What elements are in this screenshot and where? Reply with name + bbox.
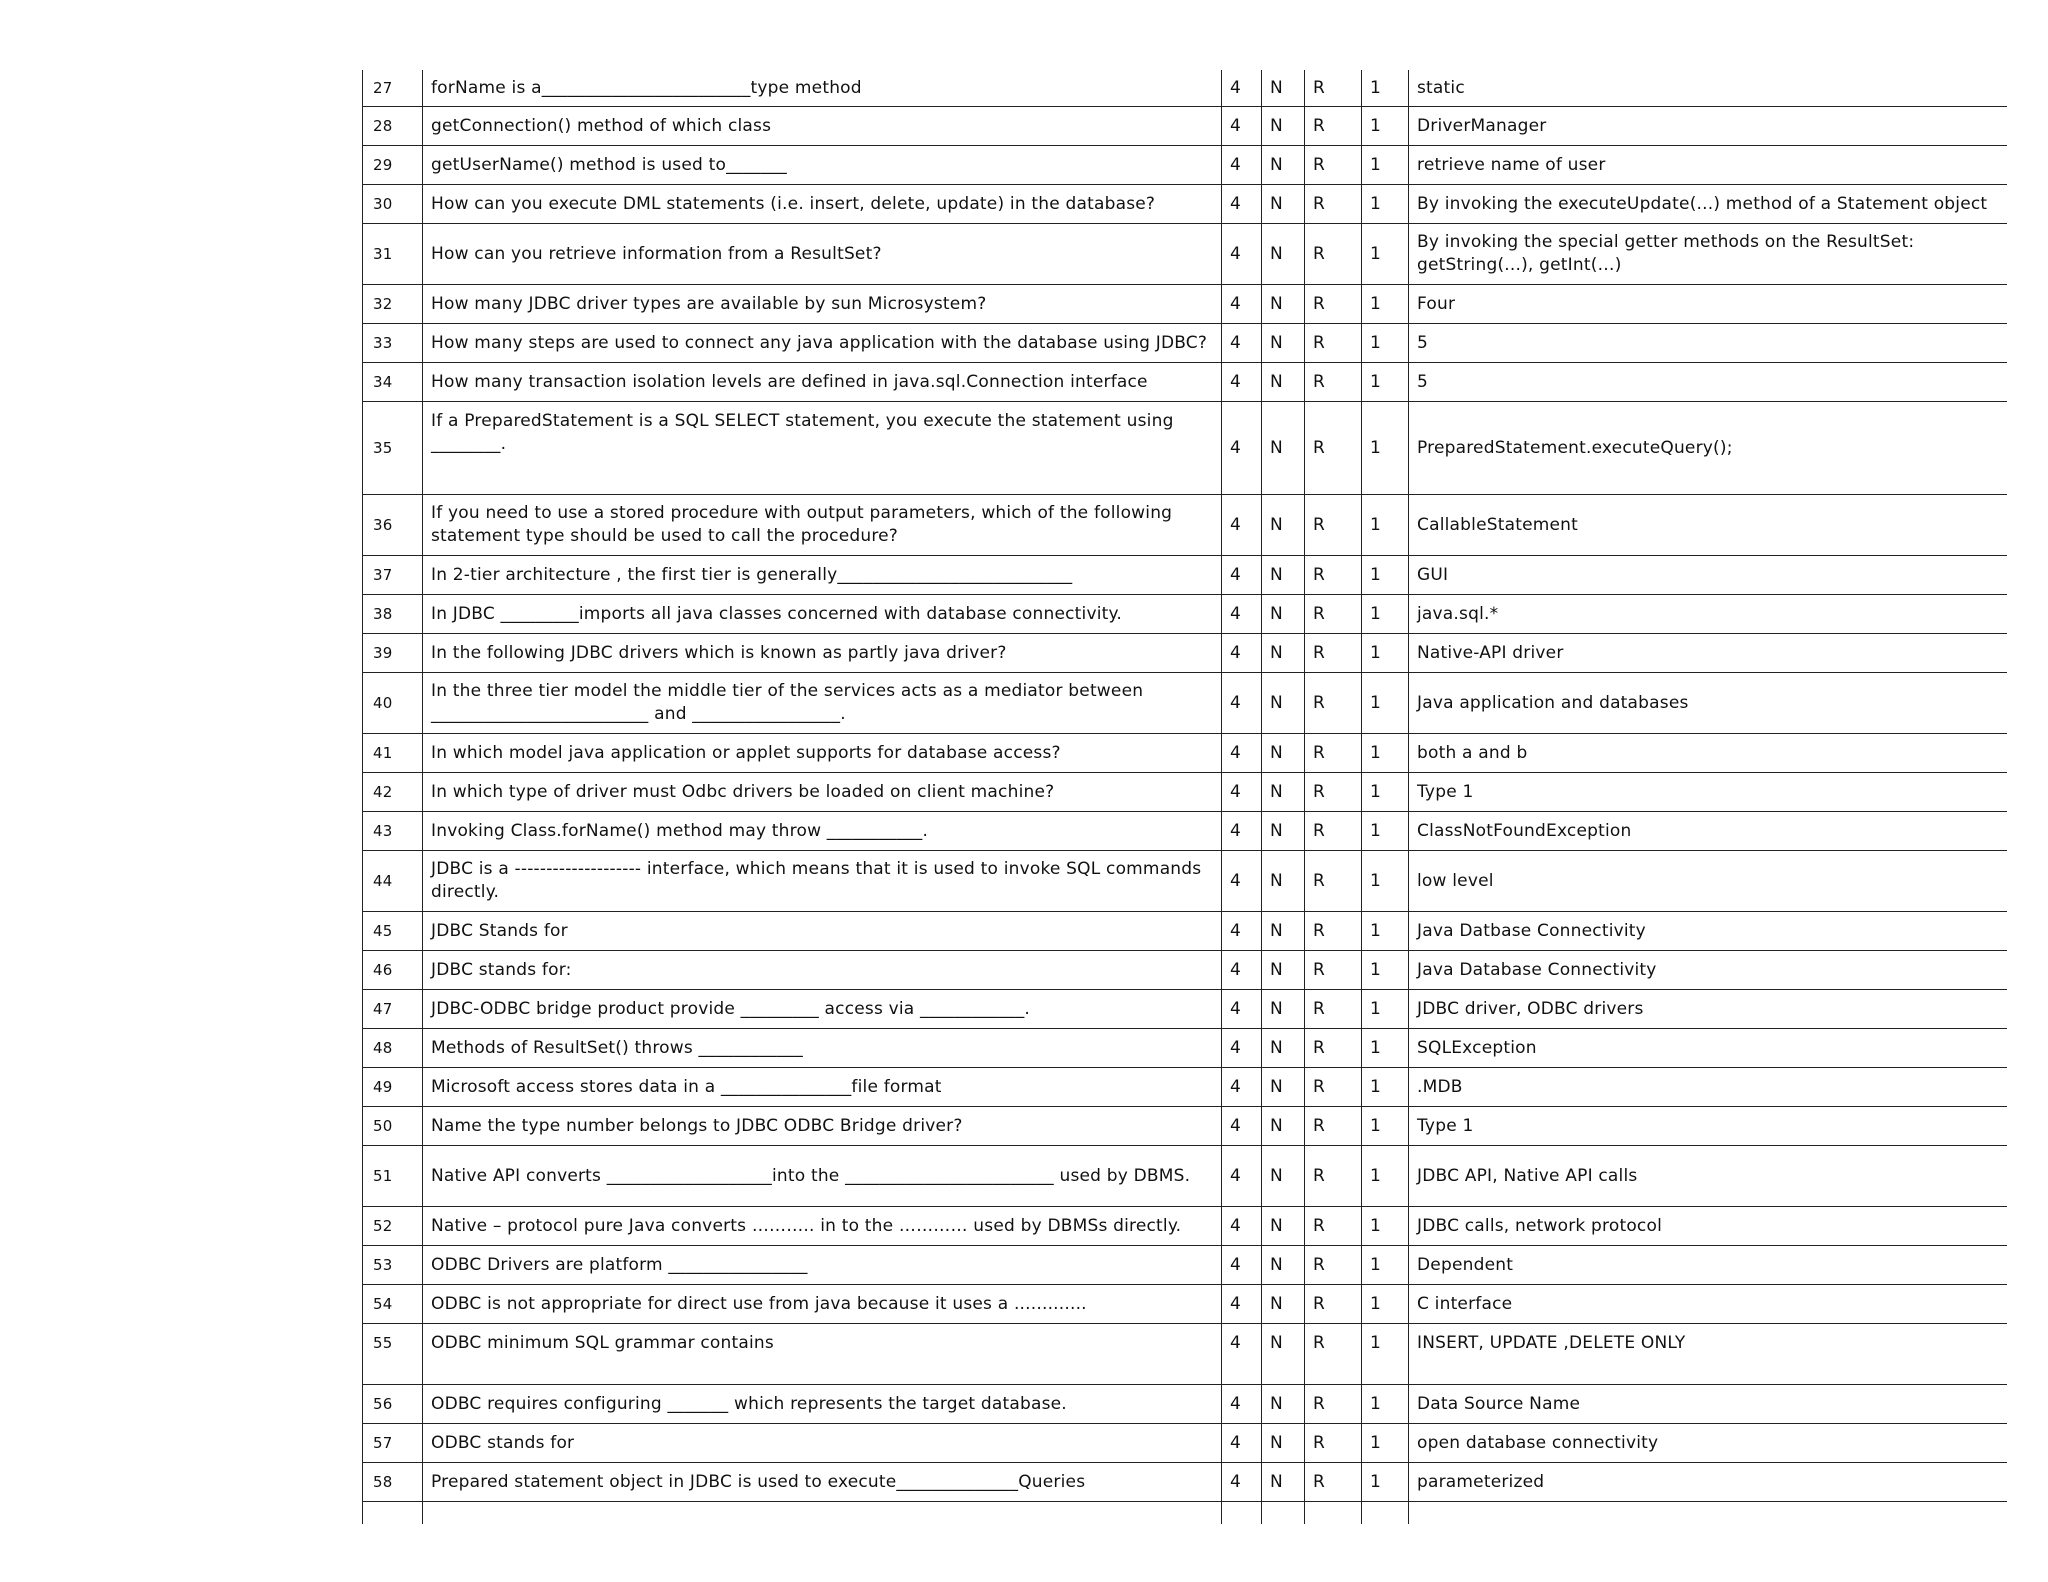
answer-text: JDBC driver, ODBC drivers — [1409, 990, 2007, 1029]
type-cell: R — [1305, 185, 1362, 224]
question-sheet — [362, 70, 2006, 1524]
empty-cell — [1262, 1502, 1305, 1525]
unit-cell: 4 — [1222, 1246, 1262, 1285]
answer-text: Java Database Connectivity — [1409, 951, 2007, 990]
question-number: 36 — [363, 495, 423, 556]
unit-cell: 4 — [1222, 146, 1262, 185]
marks-cell: 1 — [1362, 773, 1409, 812]
table-row — [363, 146, 2007, 185]
unit-cell: 4 — [1222, 185, 1262, 224]
question-number: 33 — [363, 324, 423, 363]
answer-text: static — [1409, 70, 2007, 107]
answer-text: GUI — [1409, 556, 2007, 595]
table-row — [363, 1107, 2007, 1146]
question-text: Native API converts ___________________into the ________________________ used by DBMS. — [423, 1146, 1222, 1207]
unit-cell: 4 — [1222, 70, 1262, 107]
question-text: getUserName() method is used to_______ — [423, 146, 1222, 185]
marks-cell: 1 — [1362, 556, 1409, 595]
table-row — [363, 1146, 2007, 1207]
difficulty-cell: N — [1262, 1285, 1305, 1324]
marks-cell: 1 — [1362, 1385, 1409, 1424]
unit-cell: 4 — [1222, 107, 1262, 146]
marks-cell: 1 — [1362, 1068, 1409, 1107]
answer-text: INSERT, UPDATE ,DELETE ONLY — [1409, 1324, 2007, 1385]
unit-cell: 4 — [1222, 734, 1262, 773]
table-row — [363, 324, 2007, 363]
table-row — [363, 1324, 2007, 1385]
answer-text: Native-API driver — [1409, 634, 2007, 673]
question-text: In JDBC _________imports all java classes concerned with database connectivity. — [423, 595, 1222, 634]
type-cell: R — [1305, 402, 1362, 495]
unit-cell: 4 — [1222, 851, 1262, 912]
question-number: 41 — [363, 734, 423, 773]
unit-cell: 4 — [1222, 1324, 1262, 1385]
table-row — [363, 634, 2007, 673]
difficulty-cell: N — [1262, 812, 1305, 851]
unit-cell: 4 — [1222, 1285, 1262, 1324]
question-text: ODBC is not appropriate for direct use from java because it uses a ............. — [423, 1285, 1222, 1324]
unit-cell: 4 — [1222, 224, 1262, 285]
answer-text: C interface — [1409, 1285, 2007, 1324]
question-text: If a PreparedStatement is a SQL SELECT statement, you execute the statement using ________. — [423, 402, 1222, 495]
difficulty-cell: N — [1262, 734, 1305, 773]
question-number: 55 — [363, 1324, 423, 1385]
unit-cell: 4 — [1222, 363, 1262, 402]
question-text: JDBC-ODBC bridge product provide _________ access via ____________. — [423, 990, 1222, 1029]
marks-cell: 1 — [1362, 951, 1409, 990]
question-number: 37 — [363, 556, 423, 595]
type-cell: R — [1305, 285, 1362, 324]
difficulty-cell: N — [1262, 285, 1305, 324]
answer-text: both a and b — [1409, 734, 2007, 773]
marks-cell: 1 — [1362, 1246, 1409, 1285]
marks-cell: 1 — [1362, 1463, 1409, 1502]
question-number: 48 — [363, 1029, 423, 1068]
answer-text: Java application and databases — [1409, 673, 2007, 734]
marks-cell: 1 — [1362, 634, 1409, 673]
table-row — [363, 285, 2007, 324]
unit-cell: 4 — [1222, 673, 1262, 734]
marks-cell: 1 — [1362, 146, 1409, 185]
answer-text: 5 — [1409, 324, 2007, 363]
table-row — [363, 70, 2007, 107]
answer-text: Type 1 — [1409, 773, 2007, 812]
marks-cell: 1 — [1362, 1029, 1409, 1068]
answer-text: By invoking the executeUpdate(...) method of a Statement object — [1409, 185, 2007, 224]
question-text: ODBC requires configuring _______ which represents the target database. — [423, 1385, 1222, 1424]
question-text: JDBC stands for: — [423, 951, 1222, 990]
marks-cell: 1 — [1362, 595, 1409, 634]
question-text: Name the type number belongs to JDBC ODBC Bridge driver? — [423, 1107, 1222, 1146]
question-number: 29 — [363, 146, 423, 185]
answer-text: parameterized — [1409, 1463, 2007, 1502]
type-cell: R — [1305, 70, 1362, 107]
answer-text: low level — [1409, 851, 2007, 912]
empty-cell — [1305, 1502, 1362, 1525]
difficulty-cell: N — [1262, 1146, 1305, 1207]
marks-cell: 1 — [1362, 1285, 1409, 1324]
question-text: How can you execute DML statements (i.e. insert, delete, update) in the database? — [423, 185, 1222, 224]
type-cell: R — [1305, 1246, 1362, 1285]
question-number: 32 — [363, 285, 423, 324]
question-text: How can you retrieve information from a ResultSet? — [423, 224, 1222, 285]
question-number: 49 — [363, 1068, 423, 1107]
question-text: How many transaction isolation levels are defined in java.sql.Connection interface — [423, 363, 1222, 402]
question-number: 53 — [363, 1246, 423, 1285]
marks-cell: 1 — [1362, 1207, 1409, 1246]
table-row — [363, 1463, 2007, 1502]
table-row — [363, 912, 2007, 951]
question-text: In 2-tier architecture , the first tier is generally___________________________ — [423, 556, 1222, 595]
answer-text: .MDB — [1409, 1068, 2007, 1107]
difficulty-cell: N — [1262, 1424, 1305, 1463]
difficulty-cell: N — [1262, 673, 1305, 734]
unit-cell: 4 — [1222, 1424, 1262, 1463]
question-number: 30 — [363, 185, 423, 224]
question-text: How many JDBC driver types are available by sun Microsystem? — [423, 285, 1222, 324]
unit-cell: 4 — [1222, 812, 1262, 851]
question-table — [362, 70, 2007, 1524]
type-cell: R — [1305, 363, 1362, 402]
marks-cell: 1 — [1362, 185, 1409, 224]
difficulty-cell: N — [1262, 912, 1305, 951]
question-number: 52 — [363, 1207, 423, 1246]
question-number: 42 — [363, 773, 423, 812]
table-row — [363, 1207, 2007, 1246]
difficulty-cell: N — [1262, 951, 1305, 990]
question-table-body — [363, 70, 2007, 1524]
unit-cell: 4 — [1222, 1107, 1262, 1146]
unit-cell: 4 — [1222, 773, 1262, 812]
table-row — [363, 495, 2007, 556]
marks-cell: 1 — [1362, 1107, 1409, 1146]
table-row — [363, 851, 2007, 912]
type-cell: R — [1305, 1285, 1362, 1324]
type-cell: R — [1305, 1207, 1362, 1246]
type-cell: R — [1305, 912, 1362, 951]
table-row — [363, 990, 2007, 1029]
question-number: 57 — [363, 1424, 423, 1463]
table-row — [363, 1246, 2007, 1285]
marks-cell: 1 — [1362, 812, 1409, 851]
question-text: In which type of driver must Odbc drivers be loaded on client machine? — [423, 773, 1222, 812]
table-row — [363, 1424, 2007, 1463]
type-cell: R — [1305, 1463, 1362, 1502]
marks-cell: 1 — [1362, 734, 1409, 773]
difficulty-cell: N — [1262, 1107, 1305, 1146]
type-cell: R — [1305, 107, 1362, 146]
question-number: 34 — [363, 363, 423, 402]
table-row-empty — [363, 1502, 2007, 1525]
unit-cell: 4 — [1222, 1146, 1262, 1207]
question-number: 35 — [363, 402, 423, 495]
marks-cell: 1 — [1362, 851, 1409, 912]
unit-cell: 4 — [1222, 285, 1262, 324]
marks-cell: 1 — [1362, 70, 1409, 107]
unit-cell: 4 — [1222, 634, 1262, 673]
question-text: getConnection() method of which class — [423, 107, 1222, 146]
table-row — [363, 402, 2007, 495]
question-number: 56 — [363, 1385, 423, 1424]
question-text: If you need to use a stored procedure with output parameters, which of the following statement type should be used to call the procedure? — [423, 495, 1222, 556]
question-number: 44 — [363, 851, 423, 912]
table-row — [363, 363, 2007, 402]
question-number: 38 — [363, 595, 423, 634]
table-row — [363, 224, 2007, 285]
answer-text: JDBC API, Native API calls — [1409, 1146, 2007, 1207]
unit-cell: 4 — [1222, 402, 1262, 495]
type-cell: R — [1305, 990, 1362, 1029]
difficulty-cell: N — [1262, 1324, 1305, 1385]
table-row — [363, 556, 2007, 595]
type-cell: R — [1305, 773, 1362, 812]
marks-cell: 1 — [1362, 495, 1409, 556]
unit-cell: 4 — [1222, 990, 1262, 1029]
type-cell: R — [1305, 851, 1362, 912]
difficulty-cell: N — [1262, 185, 1305, 224]
question-number: 28 — [363, 107, 423, 146]
difficulty-cell: N — [1262, 556, 1305, 595]
difficulty-cell: N — [1262, 595, 1305, 634]
question-number: 39 — [363, 634, 423, 673]
answer-text: Type 1 — [1409, 1107, 2007, 1146]
difficulty-cell: N — [1262, 1463, 1305, 1502]
difficulty-cell: N — [1262, 1385, 1305, 1424]
question-text: ODBC Drivers are platform ________________ — [423, 1246, 1222, 1285]
empty-cell — [1362, 1502, 1409, 1525]
type-cell: R — [1305, 1324, 1362, 1385]
type-cell: R — [1305, 224, 1362, 285]
type-cell: R — [1305, 812, 1362, 851]
type-cell: R — [1305, 1146, 1362, 1207]
table-row — [363, 812, 2007, 851]
answer-text: DriverManager — [1409, 107, 2007, 146]
question-text: JDBC is a -------------------- interface, which means that it is used to invoke SQL commands directly. — [423, 851, 1222, 912]
question-number: 45 — [363, 912, 423, 951]
type-cell: R — [1305, 1385, 1362, 1424]
unit-cell: 4 — [1222, 1029, 1262, 1068]
type-cell: R — [1305, 1068, 1362, 1107]
question-text: ODBC minimum SQL grammar contains — [423, 1324, 1222, 1385]
type-cell: R — [1305, 734, 1362, 773]
question-number: 46 — [363, 951, 423, 990]
answer-text: By invoking the special getter methods on the ResultSet: getString(...), getInt(…) — [1409, 224, 2007, 285]
unit-cell: 4 — [1222, 556, 1262, 595]
marks-cell: 1 — [1362, 990, 1409, 1029]
marks-cell: 1 — [1362, 1424, 1409, 1463]
table-row — [363, 1385, 2007, 1424]
question-number: 31 — [363, 224, 423, 285]
question-number: 40 — [363, 673, 423, 734]
type-cell: R — [1305, 1029, 1362, 1068]
question-text: Native – protocol pure Java converts ……….. in to the ………… used by DBMSs directly. — [423, 1207, 1222, 1246]
empty-cell — [1222, 1502, 1262, 1525]
difficulty-cell: N — [1262, 990, 1305, 1029]
empty-cell — [1409, 1502, 2007, 1525]
difficulty-cell: N — [1262, 1246, 1305, 1285]
difficulty-cell: N — [1262, 773, 1305, 812]
unit-cell: 4 — [1222, 324, 1262, 363]
marks-cell: 1 — [1362, 224, 1409, 285]
answer-text: Four — [1409, 285, 2007, 324]
question-number: 58 — [363, 1463, 423, 1502]
question-text: In which model java application or applet supports for database access? — [423, 734, 1222, 773]
marks-cell: 1 — [1362, 363, 1409, 402]
type-cell: R — [1305, 1424, 1362, 1463]
answer-text: Data Source Name — [1409, 1385, 2007, 1424]
answer-text: java.sql.* — [1409, 595, 2007, 634]
difficulty-cell: N — [1262, 1029, 1305, 1068]
answer-text: ClassNotFoundException — [1409, 812, 2007, 851]
marks-cell: 1 — [1362, 1324, 1409, 1385]
difficulty-cell: N — [1262, 107, 1305, 146]
answer-text: JDBC calls, network protocol — [1409, 1207, 2007, 1246]
empty-cell — [363, 1502, 423, 1525]
difficulty-cell: N — [1262, 146, 1305, 185]
question-text: Prepared statement object in JDBC is used to execute______________Queries — [423, 1463, 1222, 1502]
question-number: 27 — [363, 70, 423, 107]
unit-cell: 4 — [1222, 495, 1262, 556]
type-cell: R — [1305, 556, 1362, 595]
empty-cell — [423, 1502, 1222, 1525]
question-number: 50 — [363, 1107, 423, 1146]
difficulty-cell: N — [1262, 363, 1305, 402]
marks-cell: 1 — [1362, 1146, 1409, 1207]
unit-cell: 4 — [1222, 1463, 1262, 1502]
answer-text: Dependent — [1409, 1246, 2007, 1285]
unit-cell: 4 — [1222, 912, 1262, 951]
question-text: forName is a________________________type method — [423, 70, 1222, 107]
type-cell: R — [1305, 495, 1362, 556]
difficulty-cell: N — [1262, 1207, 1305, 1246]
type-cell: R — [1305, 673, 1362, 734]
question-number: 51 — [363, 1146, 423, 1207]
answer-text: CallableStatement — [1409, 495, 2007, 556]
unit-cell: 4 — [1222, 951, 1262, 990]
question-text: Microsoft access stores data in a _______________file format — [423, 1068, 1222, 1107]
answer-text: 5 — [1409, 363, 2007, 402]
difficulty-cell: N — [1262, 224, 1305, 285]
question-number: 43 — [363, 812, 423, 851]
answer-text: Java Datbase Connectivity — [1409, 912, 2007, 951]
answer-text: SQLException — [1409, 1029, 2007, 1068]
table-row — [363, 673, 2007, 734]
answer-text: open database connectivity — [1409, 1424, 2007, 1463]
type-cell: R — [1305, 1107, 1362, 1146]
table-row — [363, 1068, 2007, 1107]
difficulty-cell: N — [1262, 70, 1305, 107]
difficulty-cell: N — [1262, 851, 1305, 912]
type-cell: R — [1305, 634, 1362, 673]
question-text: In the following JDBC drivers which is known as partly java driver? — [423, 634, 1222, 673]
difficulty-cell: N — [1262, 324, 1305, 363]
difficulty-cell: N — [1262, 402, 1305, 495]
marks-cell: 1 — [1362, 107, 1409, 146]
question-text: Invoking Class.forName() method may throw ___________. — [423, 812, 1222, 851]
table-row — [363, 595, 2007, 634]
difficulty-cell: N — [1262, 1068, 1305, 1107]
marks-cell: 1 — [1362, 402, 1409, 495]
table-row — [363, 1029, 2007, 1068]
type-cell: R — [1305, 595, 1362, 634]
marks-cell: 1 — [1362, 912, 1409, 951]
answer-text: PreparedStatement.executeQuery(); — [1409, 402, 2007, 495]
unit-cell: 4 — [1222, 1207, 1262, 1246]
answer-text: retrieve name of user — [1409, 146, 2007, 185]
type-cell: R — [1305, 951, 1362, 990]
unit-cell: 4 — [1222, 1068, 1262, 1107]
question-number: 54 — [363, 1285, 423, 1324]
question-text: Methods of ResultSet() throws ____________ — [423, 1029, 1222, 1068]
unit-cell: 4 — [1222, 595, 1262, 634]
question-number: 47 — [363, 990, 423, 1029]
table-row — [363, 185, 2007, 224]
question-text: How many steps are used to connect any java application with the database using JDBC? — [423, 324, 1222, 363]
marks-cell: 1 — [1362, 673, 1409, 734]
type-cell: R — [1305, 146, 1362, 185]
table-row — [363, 1285, 2007, 1324]
table-row — [363, 734, 2007, 773]
difficulty-cell: N — [1262, 495, 1305, 556]
question-text: JDBC Stands for — [423, 912, 1222, 951]
table-row — [363, 773, 2007, 812]
table-row — [363, 951, 2007, 990]
type-cell: R — [1305, 324, 1362, 363]
marks-cell: 1 — [1362, 324, 1409, 363]
marks-cell: 1 — [1362, 285, 1409, 324]
table-row — [363, 107, 2007, 146]
question-text: ODBC stands for — [423, 1424, 1222, 1463]
unit-cell: 4 — [1222, 1385, 1262, 1424]
question-text: In the three tier model the middle tier of the services acts as a mediator between _________________________ and _________________. — [423, 673, 1222, 734]
difficulty-cell: N — [1262, 634, 1305, 673]
